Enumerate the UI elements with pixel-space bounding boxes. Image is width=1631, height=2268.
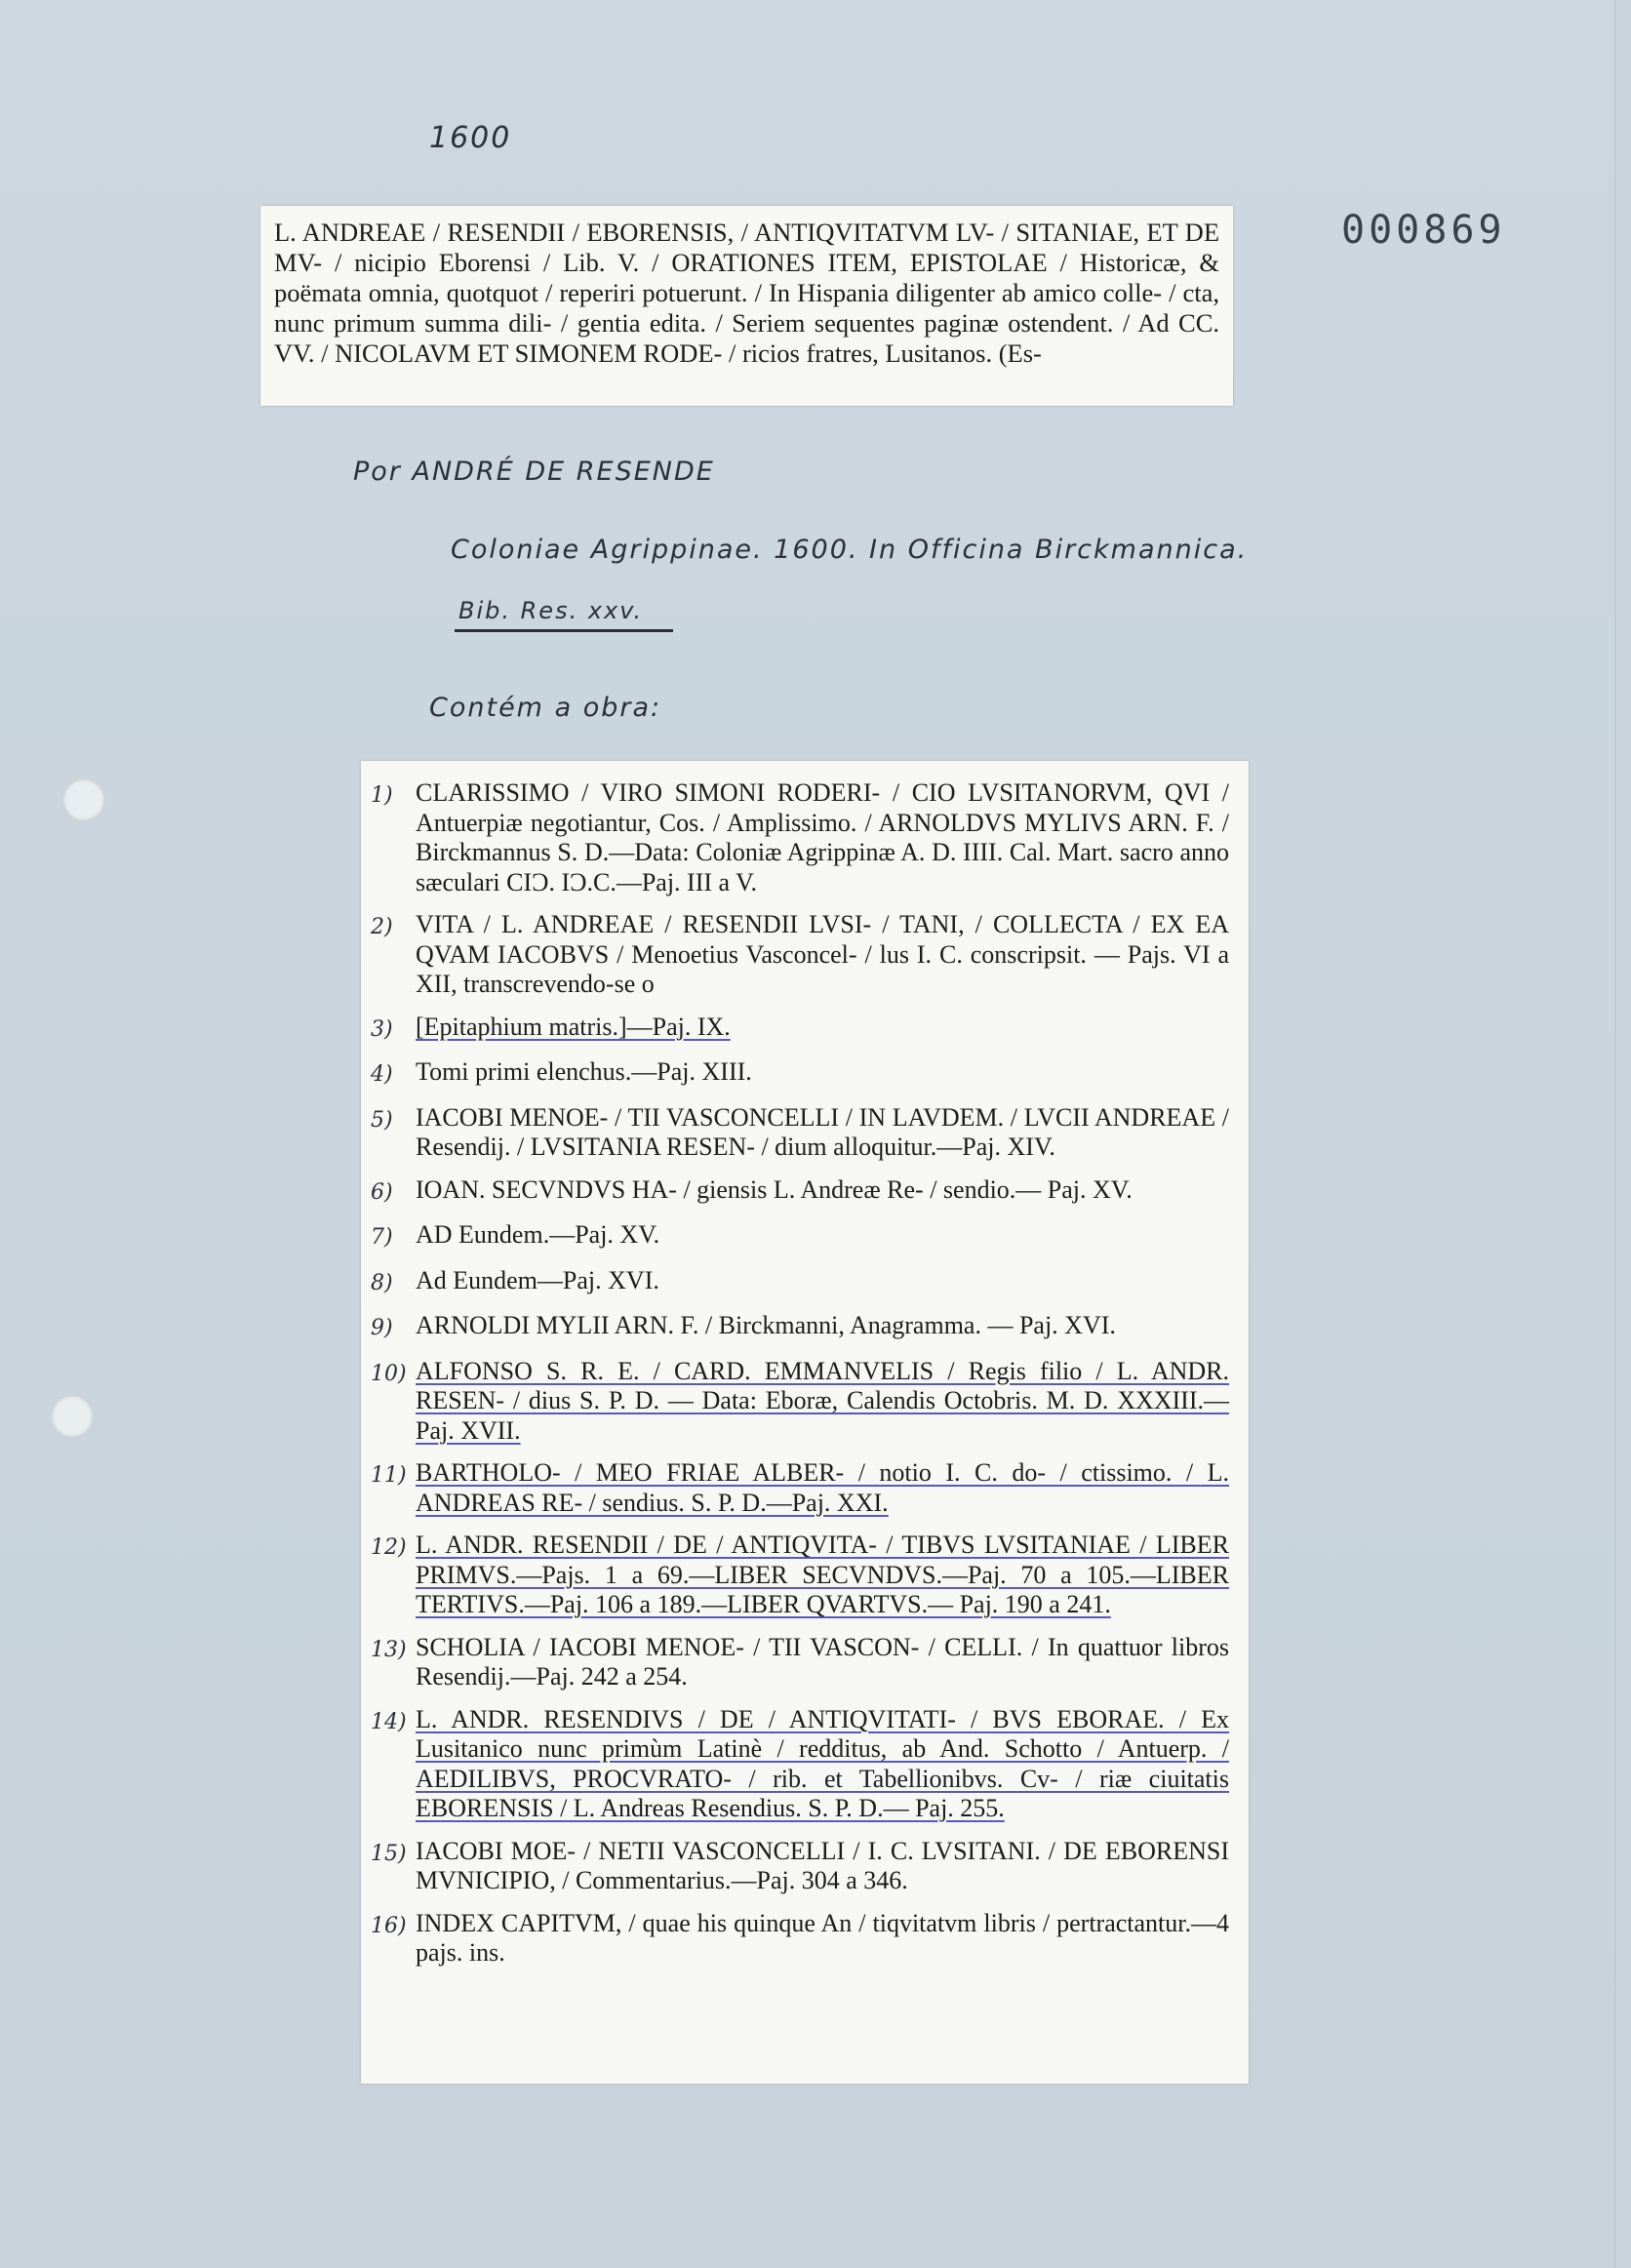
list-item: [371, 910, 1229, 1000]
item-number: 1): [371, 783, 393, 808]
item-text: INDEX CAPITVM, / quae his quinque An / tiqvitatvm libris / pertractantur.—4 pajs. ins.: [416, 1908, 1229, 1967]
item-number: 8): [371, 1270, 393, 1295]
item-number: 11): [371, 1463, 407, 1488]
title-clipping-text: L. ANDREAE / RESENDII / EBORENSIS, / ANTIQVITATVM LV- / SITANIAE, ET DE MV- / nicipio Eborensi / Lib. V. / ORATIONES ITEM, EPISTOLAE / Historicæ, & poëmata omnia, quotquot / reperiri potuerunt. / In Hispania diligenter ab amico colle- / cta, nunc primum summa dili- / gentia edita. / Seriem sequentes paginæ ostendent. / Ad CC. VV. / NICOLAVM ET SIMONEM RODE- / ricios fratres, Lusitanos. (Es-: [274, 218, 1219, 368]
stamp-number: 000869: [1341, 208, 1506, 253]
list-item: [371, 1633, 1229, 1692]
item-text: IACOBI MENOE- / TII VASCONCELLI / IN LAVDEM. / LVCII ANDREAE / Resendij. / LVSITANIA RESEN- / dium alloquitur.—Paj. XIV.: [416, 1102, 1229, 1161]
list-item: [371, 1175, 1229, 1209]
punch-hole-bottom: [51, 1395, 94, 1438]
year-note: 1600: [429, 121, 512, 155]
list-item: [371, 1013, 1229, 1046]
list-item: [371, 1705, 1229, 1824]
item-number: 16): [371, 1913, 407, 1938]
imprint-note: Coloniae Agrippinae. 1600. In Officina Birckmannica.: [451, 535, 1249, 565]
list-item: [371, 1311, 1229, 1344]
item-text: VITA / L. ANDREAE / RESENDII LVSI- / TANI, / COLLECTA / EX EA QVAM IACOBVS / Menoetius Vasconcel- / lus I. C. conscripsit. — Pajs. VI a XII, transcrevendo-se o: [416, 910, 1229, 998]
item-number: 15): [371, 1841, 407, 1866]
item-number: 5): [371, 1107, 393, 1133]
item-text: Tomi primi elenchus.—Paj. XIII.: [416, 1057, 752, 1086]
shelfmark-underline: [455, 629, 673, 632]
item-text: [Epitaphium matris.]—Paj. IX.: [416, 1012, 731, 1041]
contents-note: Contém a obra:: [429, 693, 662, 723]
item-text: BARTHOLO- / MEO FRIAE ALBER- / notio I. C. do- / ctissimo. / L. ANDREAS RE- / sendius. S. P. D.—Paj. XXI.: [416, 1458, 1229, 1517]
list-item: [371, 1266, 1229, 1299]
list-item: [371, 1458, 1229, 1518]
list-item: [371, 778, 1229, 897]
item-text: CLARISSIMO / VIRO SIMONI RODERI- / CIO LVSITANORVM, QVI / Antuerpiæ negotiantur, Cos. / Amplissimo. / ARNOLDVS MYLIVS ARN. F. / Birckmannus S. D.—Data: Coloniæ Agrippinæ A. D. IIII. Cal. Mart. sacro anno sæculari CIƆ. IƆ.C.—Paj. III a V.: [416, 778, 1229, 896]
list-item: [371, 1909, 1229, 1969]
item-number: 13): [371, 1637, 407, 1662]
list-item: [371, 1837, 1229, 1896]
item-text: ARNOLDI MYLII ARN. F. / Birckmanni, Anagramma. — Paj. XVI.: [416, 1311, 1116, 1339]
item-number: 10): [371, 1361, 407, 1386]
item-number: 6): [371, 1179, 393, 1205]
item-number: 12): [371, 1535, 407, 1560]
author-note: Por ANDRÉ DE RESENDE: [353, 457, 715, 487]
shelfmark-note: Bib. Res. xxv.: [458, 597, 644, 624]
list-item: [371, 1357, 1229, 1447]
item-number: 7): [371, 1225, 393, 1250]
list-item: [371, 1057, 1229, 1091]
item-text: Ad Eundem—Paj. XVI.: [416, 1265, 659, 1294]
list-item: [371, 1220, 1229, 1253]
punch-hole-top: [62, 778, 105, 821]
item-number: 4): [371, 1062, 393, 1087]
title-clipping: [260, 206, 1233, 406]
item-number: 3): [371, 1016, 393, 1042]
item-text: L. ANDR. RESENDII / DE / ANTIQVITA- / TIBVS LVSITANIAE / LIBER PRIMVS.—Pajs. 1 a 69.—LIBER SECVNDVS.—Paj. 70 a 105.—LIBER TERTIVS.—Paj. 106 a 189.—LIBER QVARTVS.— Paj. 190 a 241.: [416, 1531, 1229, 1618]
item-text: ALFONSO S. R. E. / CARD. EMMANVELIS / Regis filio / L. ANDR. RESEN- / dius S. P. D. — Data: Eboræ, Calendis Octobris. M. D. XXXIII.—Paj. XVII.: [416, 1356, 1229, 1445]
item-text: L. ANDR. RESENDIVS / DE / ANTIQVITATI- / BVS EBORAE. / Ex Lusitanico nunc primùm Latinè / redditus, ab And. Schotto / Antuerp. / AEDILIBVS, PROCVRATO- / rib. et Tabellionibvs. Cv- / riæ ciuitatis EBORENSIS / L. Andreas Resendius. S. P. D.— Paj. 255.: [416, 1704, 1229, 1822]
list-item: [371, 1531, 1229, 1620]
item-text: SCHOLIA / IACOBI MENOE- / TII VASCON- / CELLI. / In quattuor libros Resendij.—Paj. 242 a 254.: [416, 1632, 1229, 1691]
item-number: 9): [371, 1316, 393, 1340]
item-text: IOAN. SECVNDVS HA- / giensis L. Andreæ Re- / sendio.— Paj. XV.: [416, 1174, 1133, 1204]
list-item: [371, 1103, 1229, 1163]
item-number: 14): [371, 1709, 407, 1734]
item-text: AD Eundem.—Paj. XV.: [416, 1220, 660, 1249]
item-number: 2): [371, 915, 393, 939]
item-text: IACOBI MOE- / NETII VASCONCELLI / I. C. LVSITANI. / DE EBORENSI MVNICIPIO, / Commentarius.—Paj. 304 a 346.: [416, 1836, 1229, 1894]
contents-clipping: [361, 761, 1249, 2084]
